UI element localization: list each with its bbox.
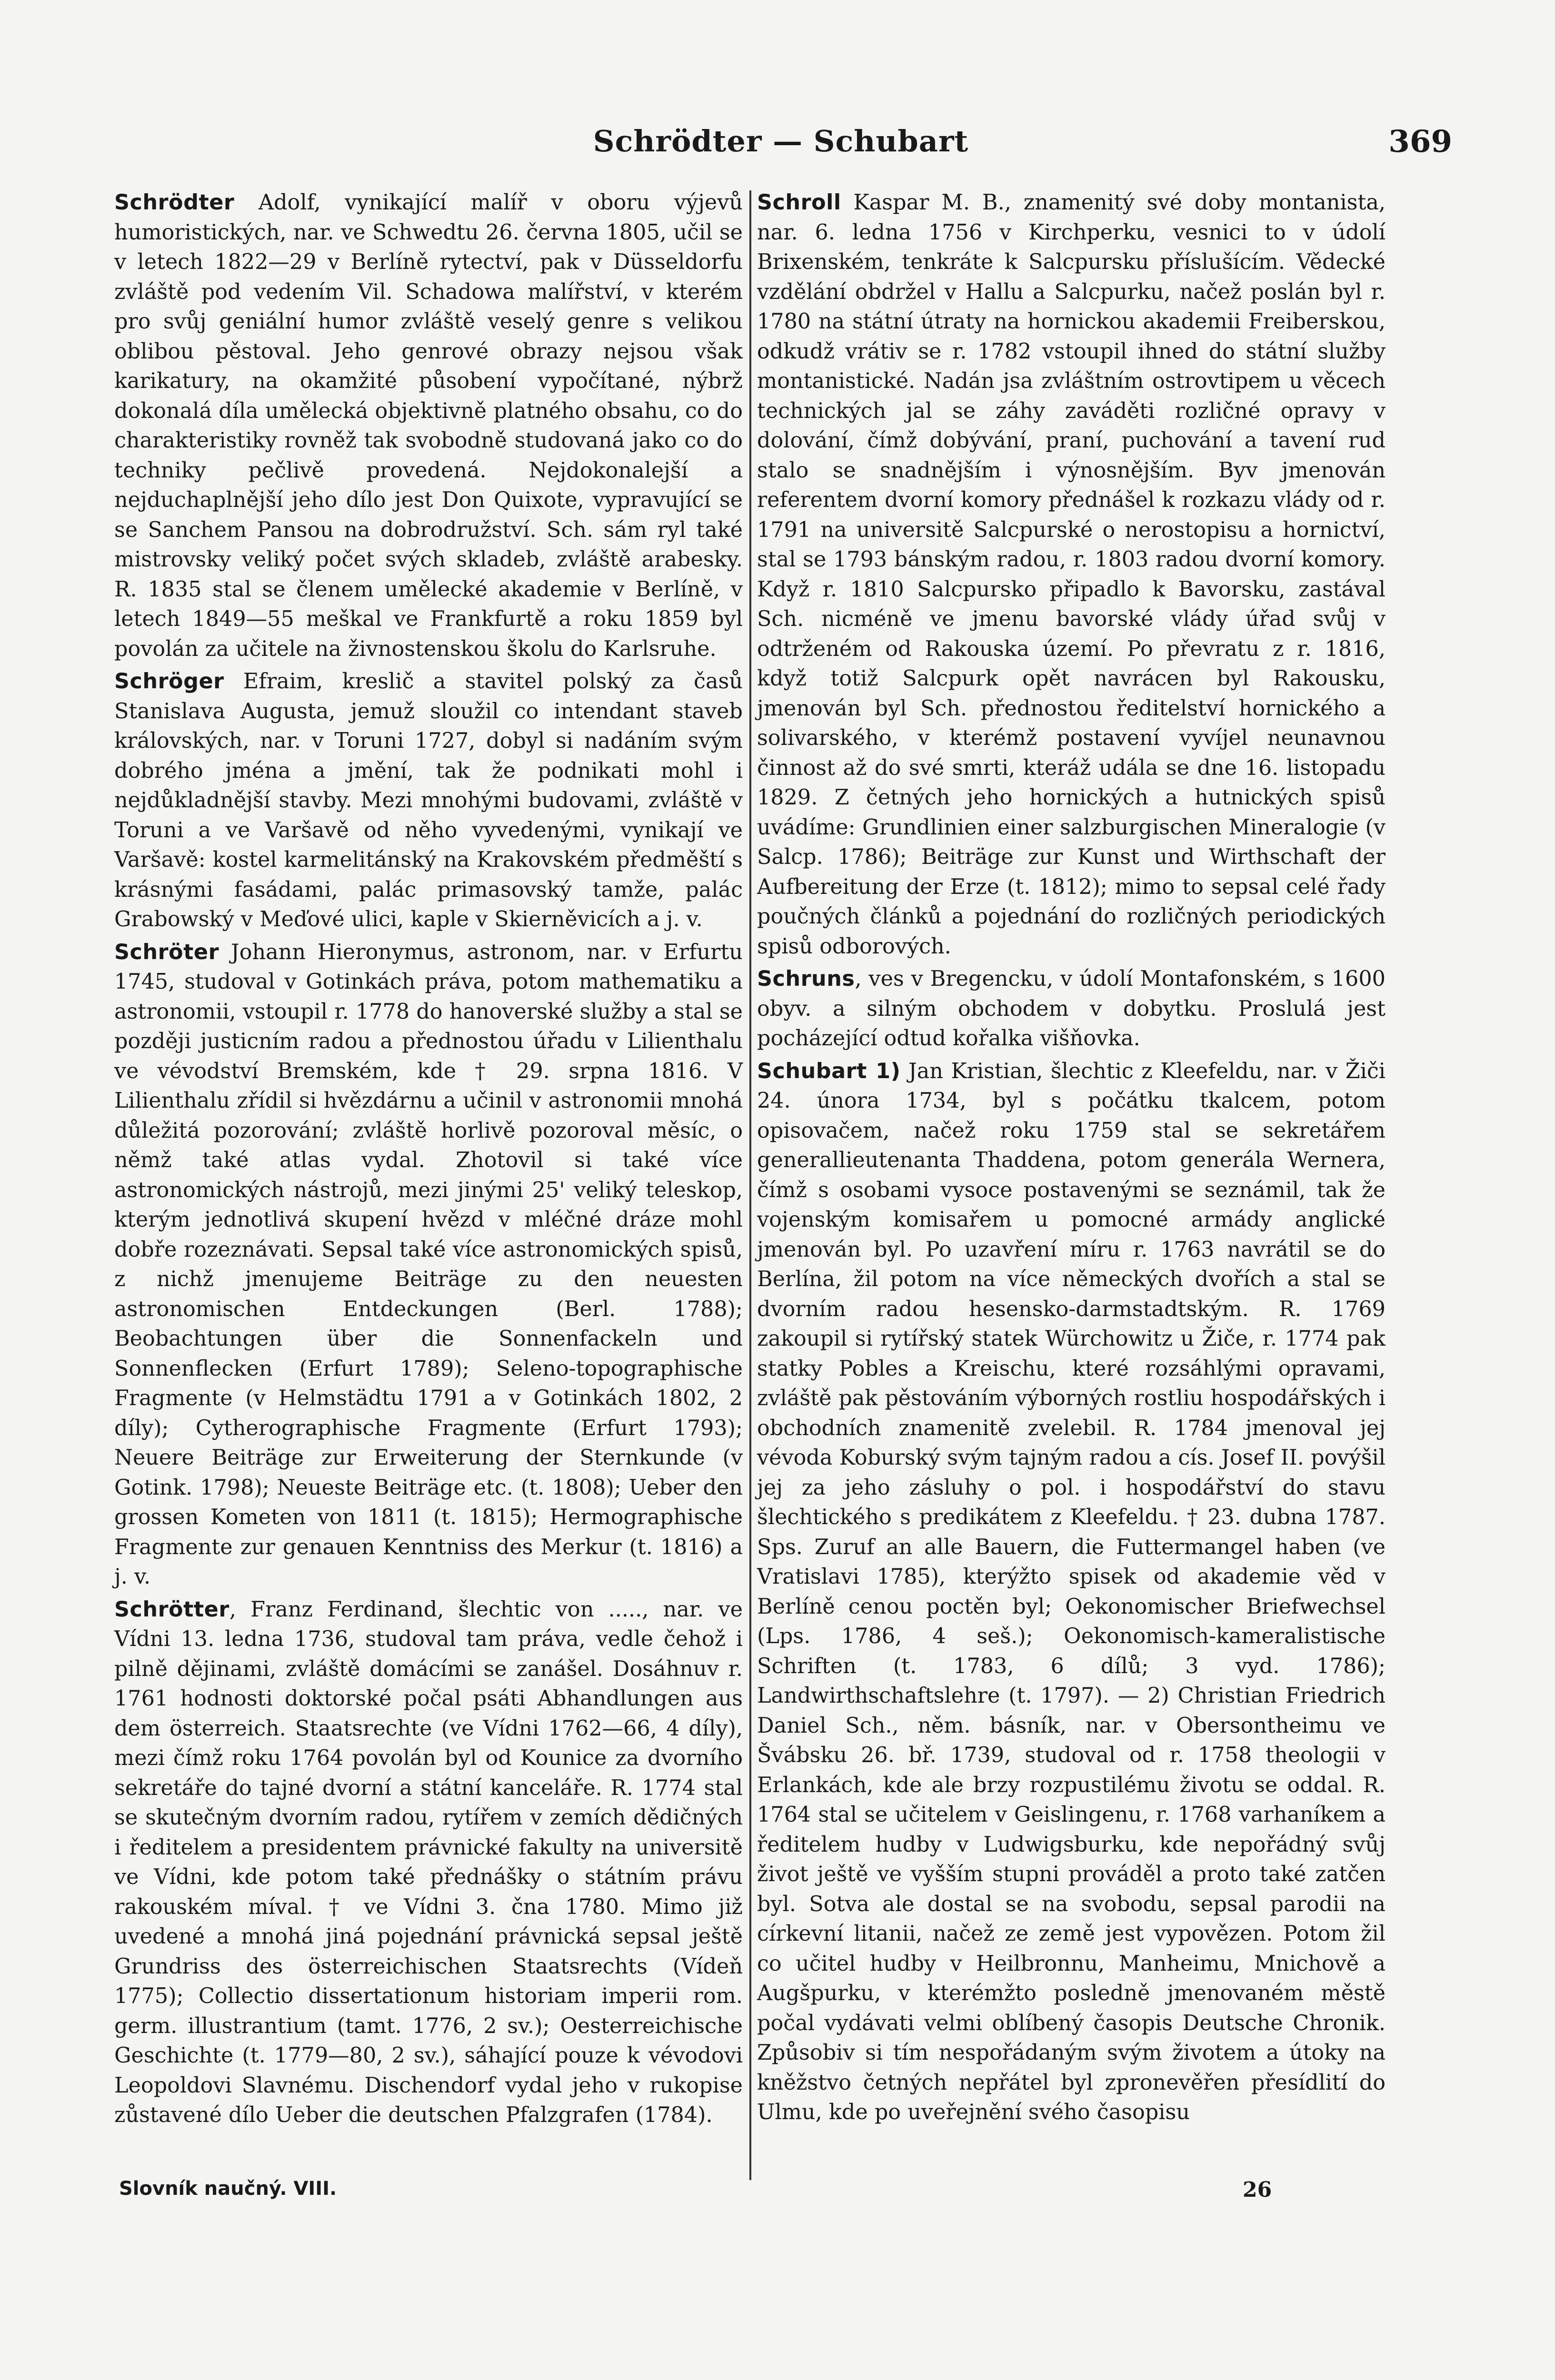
column-divider (749, 190, 751, 2180)
left-column (114, 188, 743, 2131)
sheet-number: 26 (1243, 2178, 1272, 2202)
entry-text: Kaspar M. B., znamenitý své doby montanista, nar. 6. ledna 1756 v Kirchperku, vesnici to v údolí Brixenském, tenkráte k Salcpursku příslušícím. Vědecké vzdělání obdržel v Hallu a Salcpurku, načež poslán byl r. 1780 na státní útraty na hornickou akademii Freiberskou, odkudž vrátiv se r. 1782 vstoupil ihned do státní služby montanistické. Nadán jsa zvláštním ostrovtipem u věcech technických jal se záhy zaváděti rozličné opravy v dolování, čímž dobývání, praní, puchování a tavení rud stalo se snadnějším i výnosnějším. Byv jmenován referentem dvorní komory přednášel k rozkazu vlády od r. 1791 na universitě Salcpurské o nerostopisu a hornictví, stal se 1793 bánským radou, r. 1803 radou dvorní komory. Když r. 1810 Salcpursko připadlo k Bavorsku, zastával Sch. nicméně ve jmenu bavorské vlády úřad svůj v odtrženém od Rakouska území. Po převratu z r. 1816, když totiž Salcpurk opět navrácen byl Rakousku, jmenován byl Sch. přednostou ředitelství hornického a solivarského, v kterémž postavení vyvíjel neunavnou činnost až do své smrti, kteráž udála se dne 16. listopadu 1829. Z četných jeho hornických a hutnických spisů uvádíme: Grundlinien einer salzburgischen Mineralogie (v Salcp. 1786); Beiträge zur Kunst und Wirthschaft der Aufbereitung der Erze (t. 1812); mimo to sepsal celé řady poučných článků a pojednání do rozličných periodických spisů odborových. (757, 190, 1386, 959)
entry-schrotter (114, 1595, 743, 2131)
entry-headword: Schröger (114, 669, 224, 694)
entry-text: Adolf, vynikající malíř v oboru výjevů humoristických, nar. ve Schwedtu 26. června 1805, učil se v letech 1822—29 v Berlíně rytectví, pak v Düsseldorfu zvláště pod vedením Vil. Schadowa malířství, v kterém pro svůj geniální humor zvláště veselý genre s velikou oblibou pěstoval. Jeho genrové obrazy nejsou však karikatury, na okamžité působení vypočítané, nýbrž dokonalá díla umělecká objektivně platného obsahu, co do charakteristiky rovněž tak svobodně studovaná jako co do techniky pečlivě provedená. Nejdokonalejší a nejduchaplnější jeho dílo jest Don Quixote, vypravující se se Sanchem Pansou na dobrodružství. Sch. sám ryl také mistrovsky veliký počet svých skladeb, zvláště arabesky. R. 1835 stal se členem umělecké akademie v Berlíně, v letech 1849—55 meškal ve Frankfurtě a roku 1859 byl povolán za učitele na živnostenskou školu do Karlsruhe. (114, 190, 743, 661)
entry-text: , ves v Bregencku, v údolí Montafonském, s 1600 obyv. a silným obchodem v dobytku. Proslulá jest pocházející odtud kořalka višňovka. (757, 967, 1386, 1051)
entry-schroger (114, 667, 743, 935)
page-number: 369 (1388, 124, 1452, 159)
entry-headword: Schruns (757, 967, 855, 991)
running-head: Schrödter — Schubart (593, 124, 969, 159)
entry-schruns (757, 964, 1386, 1054)
signature-mark: Slovník naučný. VIII. (119, 2178, 337, 2200)
entry-schrodter (114, 188, 743, 664)
entry-headword: Schroll (757, 190, 841, 215)
entry-schroter (114, 938, 743, 1592)
entry-text: Jan Kristian, šlechtic z Kleefeldu, nar. v Žiči 24. února 1734, byl s počátku tkalcem, potom opisovačem, načež roku 1759 stal se sekretářem generallieutenanta Thaddena, potom generála Wernera, čímž s osobami vysoce postavenými se seznámil, tak že vojenským komisařem u pomocné armády anglické jmenován byl. Po uzavření míru r. 1763 navrátil se do Berlína, žil potom na více německých dvořích a stal se dvorním radou hesensko-darmstadtským. R. 1769 zakoupil si rytířský statek Würchowitz u Žiče, r. 1774 pak statky Pobles a Kreischu, které rozsáhlými opravami, zvláště pak pěstováním výborných rostliu hospodářských i obchodních znamenitě zvelebil. R. 1784 jmenoval jej vévoda Koburský svým tajným radou a cís. Josef II. povýšil jej za jeho zásluhy o pol. i hospodářství do stavu šlechtického s predikátem z Kleefeldu. † 23. dubna 1787. Sps. Zuruf an alle Bauern, die Futtermangel haben (ve Vratislavi 1785), kterýžto spisek od akademie věd v Berlíně cenou poctěn byl; Oekonomischer Briefwechsel (Lps. 1786, 4 seš.); Oekonomisch-kameralistische Schriften (t. 1783, 6 dílů; 3 vyd. 1786); Landwirthschaftslehre (t. 1797). — 2) Christian Friedrich Daniel Sch., něm. básník, nar. v Obersontheimu ve Švábsku 26. bř. 1739, studoval od r. 1758 theologii v Erlankách, kde ale brzy rozpustilému životu se oddal. R. 1764 stal se učitelem v Geislingenu, r. 1768 varhaníkem a ředitelem hudby v Ludwigsburku, kde nepořádný svůj život ještě ve vyšším stupni prováděl a proto také zatčen byl. Sotva ale dostal se na svobodu, sepsal parodii na církevní litanii, načež ze země jest vypovězen. Potom žil co učitel hudby v Heilbronnu, Manheimu, Mnichově a Augšpurku, v kterémžto posledně jmenovaném městě počal vydávati velmi oblíbený časopis Deutsche Chronik. Způsobiv si tím nespořádaným svým životem a útoky na kněžstvo četných nepřátel byl zpronevěřen přesídlití do Ulmu, kde po uveřejnění svého časopisu (757, 1059, 1386, 2124)
entry-headword: Schrötter (114, 1597, 229, 1622)
entry-text: , Franz Ferdinand, šlechtic von ....., nar. ve Vídni 13. ledna 1736, studoval tam práva, vedle čehož i pilně dějinami, zvláště domácími se zanášel. Dosáhnuv r. 1761 hodnosti doktorské počal psáti Abhandlungen aus dem österreich. Staatsrechte (ve Vídni 1762—66, 4 díly), mezi čímž roku 1764 povolán byl od Kounice za dvorního sekretáře do tajné dvorní a státní kanceláře. R. 1774 stal se skutečným dvorním radou, rytířem v zemích dědičných i ředitelem a presidentem právnické fakulty na universitě ve Vídni, kde potom také přednášky o státním právu rakouském míval. † ve Vídni 3. čna 1780. Mimo již uvedené a mnohá jiná pojednání právnická sepsal ještě Grundriss des österreichischen Staatsrechts (Vídeň 1775); Collectio dissertationum historiam imperii rom. germ. illustrantium (tamt. 1776, 2 sv.); Oesterreichische Geschichte (t. 1779—80, 2 sv.), sáhající pouze k vévodovi Leopoldovi Slavnému. Dischendorf vydal jeho v rukopise zůstavené dílo Ueber die deutschen Pfalzgrafen (1784). (114, 1597, 743, 2127)
page-footer (0, 2178, 1555, 2216)
page-header (110, 109, 1452, 162)
entry-schroll (757, 188, 1386, 962)
right-column (757, 188, 1386, 2128)
entry-schubart (757, 1057, 1386, 2128)
entry-headword: Schröter (114, 940, 219, 964)
entry-text: Johann Hieronymus, astronom, nar. v Erfurtu 1745, studoval v Gotinkách práva, potom mathematiku a astronomii, vstoupil r. 1778 do hanoverské služby a stal se později justicním radou a přednostou úřadu v Lilienthalu ve vévodství Bremském, kde † 29. srpna 1816. V Lilienthalu zřídil si hvězdárnu a učinil v astronomii mnohá důležitá pozorování; zvláště horlivě pozoroval měsíc, o němž také atlas vydal. Zhotovil si také více astronomických nástrojů, mezi jinými 25' veliký teleskop, kterým jednotlivá skupení hvězd v mléčné dráze mohl dobře rozeznávati. Sepsal také více astronomických spisů, z nichž jmenujeme Beiträge zu den neuesten astronomischen Entdeckungen (Berl. 1788); Beobachtungen über die Sonnenfackeln und Sonnenflecken (Erfurt 1789); Seleno-topographische Fragmente (v Helmstädtu 1791 a v Gotinkách 1802, 2 díly); Cytherographische Fragmente (Erfurt 1793); Neuere Beiträge zur Erweiterung der Sternkunde (v Gotink. 1798); Neueste Beiträge etc. (t. 1808); Ueber den grossen Kometen von 1811 (t. 1815); Hermographische Fragmente zur genauen Kenntniss des Merkur (t. 1816) a j. v. (114, 940, 743, 1589)
entry-text: Efraim, kreslič a stavitel polský za časů Stanislava Augusta, jemuž sloužil co intendant staveb královských, nar. v Toruni 1727, dobyl si nadáním svým dobrého jména a jmění, tak že podnikati mohl i nejdůkladnější stavby. Mezi mnohými budovami, zvláště v Toruni a ve Varšavě od něho vyvedenými, vynikají ve Varšavě: kostel karmelitánský na Krakovském předměští s krásnými fasádami, palác primasovský tamže, palác Grabowský v Meďové ulici, kaple v Skierněvicích a j. v. (114, 669, 743, 932)
entry-headword: Schubart 1) (757, 1059, 901, 1083)
entry-headword: Schrödter (114, 190, 235, 215)
